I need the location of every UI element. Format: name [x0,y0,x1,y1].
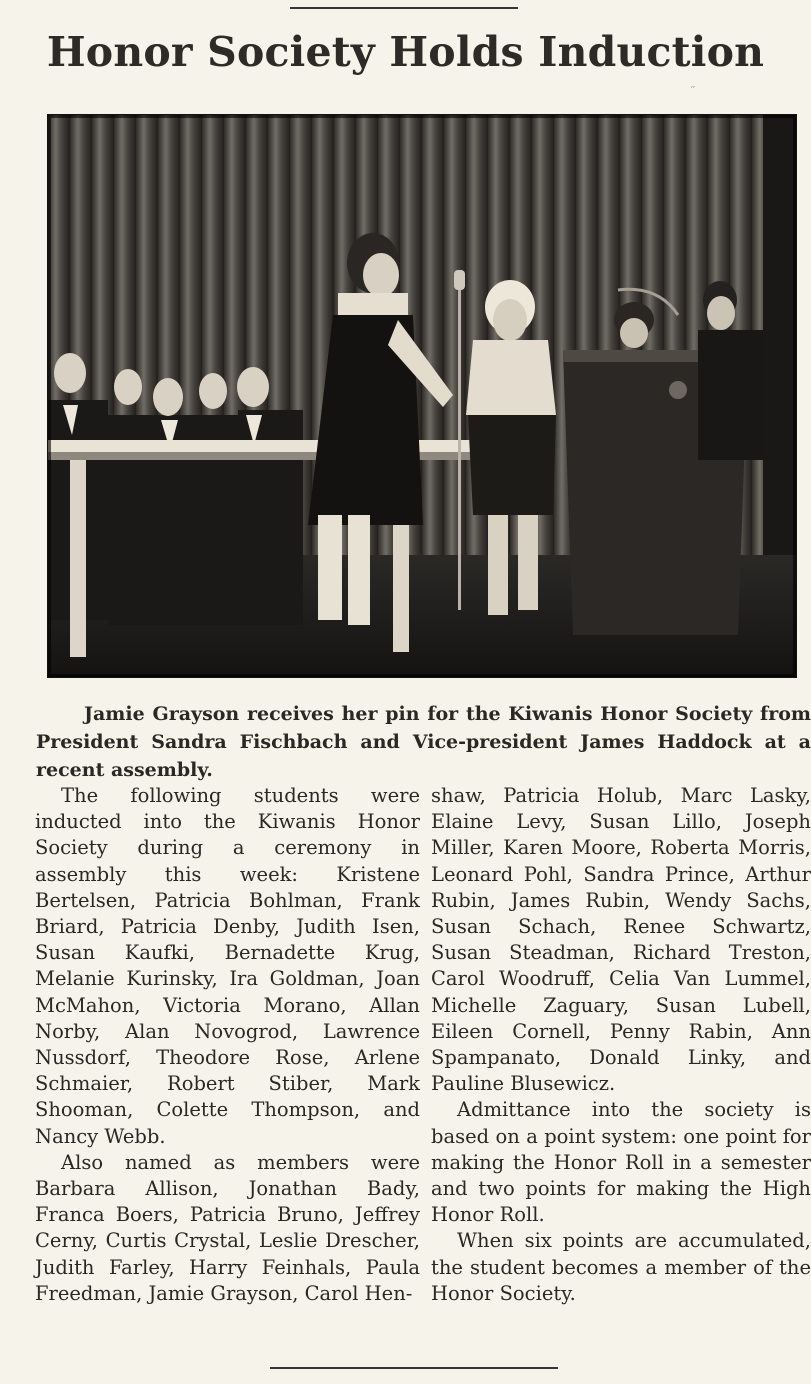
paragraph-six-points: When six points are accumulated, the student becomes a member of the Honor Society. [431,1229,811,1305]
top-rule [290,7,518,9]
paragraph-members: Also named as members were Barbara Allison, Jonathan Bady, Franca Boers, Patricia Bruno, Jeffrey Cerny, Curtis Crystal, Leslie Drescher, Judith Farley, Harry Feinhals, Paula Freedman, Jamie Grayson, Carol Hen- [35,1150,420,1305]
caption-text: Jamie Grayson receives her pin for the Kiwanis Honor Society from President Sandra Fischbach and Vice-president James Haddock at a recent assembly. [36,703,811,781]
paragraph-admittance: Admittance into the society is based on a point system: one point for making the Honor Roll in a semester and two points for making the High Honor Roll. [431,1098,811,1227]
paragraph-members-continued: shaw, Patricia Holub, Marc Lasky, Elaine Levy, Susan Lillo, Joseph Miller, Karen Moore, Roberta Morris, Leonard Pohl, Sandra Prince, Arthur Rubin, James Rubin, Wendy Sachs, Susan Schach, Renee Schwartz, Susan Steadman, Richard Treston, Carol Woodruff, Celia Van Lummel, Michelle Zaguary, Susan Lubell, Eileen Cornell, Penny Rabin, Ann Spampanato, Donald Linky, and Pauline Blusewicz. [431,784,811,1096]
paragraph-inductees: The following students were inducted into the Kiwanis Honor Society during a ceremony in assembly this week: Kristene Bertelsen, Patricia Bohlman, Frank Briard, Patricia Denby, Judith Isen, Susan Kaufki, Bernadette Krug, Melanie Kurinsky, Ira Goldman, Joan McMahon, Victoria Morano, Allan Norby, Alan Novogrod, Lawrence Nussdorf, Theodore Rose, Arlene Schmaier, Robert Stiber, Mark Shooman, Colette Thompson, and Nancy Webb. [35,784,420,1148]
article-column-left [35,783,420,1307]
photo-illustration [48,115,796,677]
pencil-mark: ״ [690,84,696,94]
photo-caption [36,700,811,784]
bottom-rule [270,1367,558,1369]
article-column-right [431,783,811,1307]
news-photo [47,114,797,678]
headline: Honor Society Holds Induction [46,28,765,76]
